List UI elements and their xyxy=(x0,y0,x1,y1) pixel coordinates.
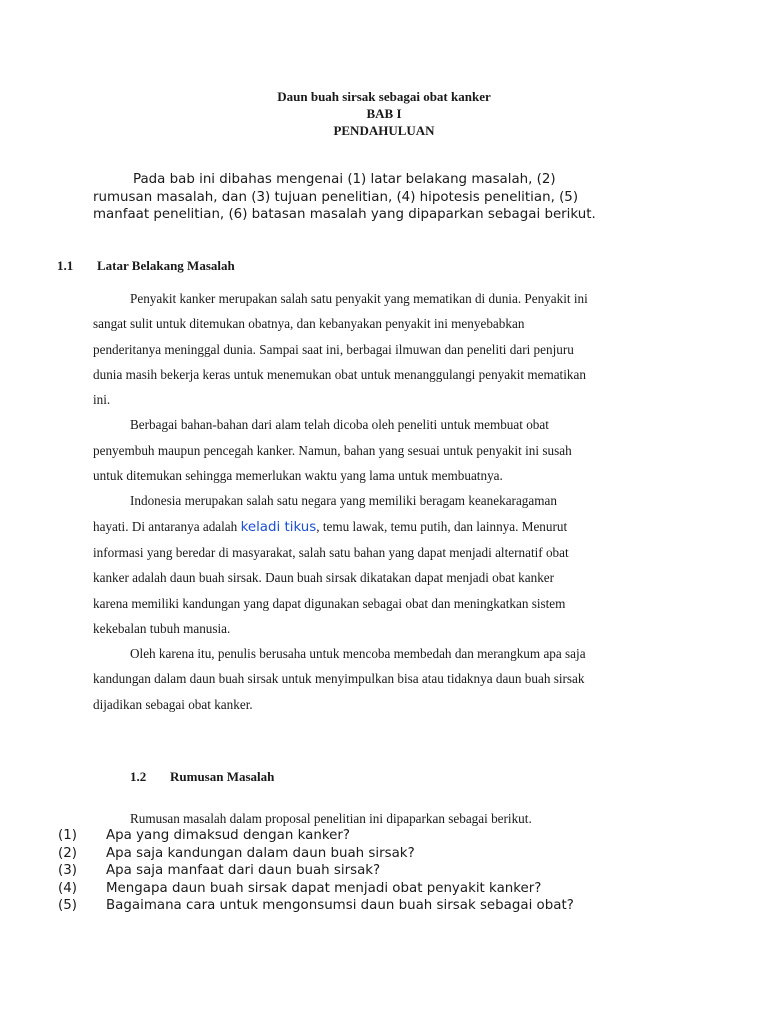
text-line: ini. xyxy=(93,392,111,408)
chapter-label: BAB I xyxy=(366,106,402,121)
body-paragraph-1 xyxy=(93,286,683,717)
text-line: penderitanya meninggal dunia. Sampai saat ini, berbagai ilmuwan dan peneliti dari penjuru xyxy=(93,341,574,357)
list-number: (1) xyxy=(58,828,77,843)
list-text: Apa saja kandungan dalam daun buah sirsak? xyxy=(106,845,415,861)
list-text: Apa saja manfaat dari daun buah sirsak? xyxy=(106,863,381,878)
text-line: dunia masih bekerja keras untuk menemukan obat untuk menanggulangi penyakit mematikan xyxy=(93,366,586,382)
text-line: sangat sulit untuk ditemukan obatnya, dan kebanyakan penyakit ini menyebabkan xyxy=(93,316,525,332)
intro-line: manfaat penelitian, (6) batasan masalah yang dipaparkan sebagai berikut. xyxy=(93,207,596,222)
list-text: Apa yang dimaksud dengan kanker? xyxy=(106,828,350,843)
text-line: kandungan dalam daun buah sirsak untuk menyimpulkan bisa atau tidaknya daun buah sirsak xyxy=(93,671,585,687)
section-number: 1.1 xyxy=(57,258,74,273)
text-line xyxy=(93,514,683,540)
intro-line: rumusan masalah, dan (3) tujuan penelitian, (4) hipotesis penelitian, (5) xyxy=(93,189,579,205)
text-line: informasi yang beredar di masyarakat, salah satu bahan yang dapat menjadi alternatif obat xyxy=(93,544,569,560)
text-line: kekebalan tubuh manusia. xyxy=(93,620,231,636)
section-number: 1.2 xyxy=(130,769,147,784)
keladi-tikus-link[interactable]: keladi tikus xyxy=(240,519,317,535)
list-number: (5) xyxy=(58,898,77,913)
text-line: Penyakit kanker merupakan salah satu penyakit yang mematikan di dunia. Penyakit ini xyxy=(130,291,588,306)
intro-line: Pada bab ini dibahas mengenai (1) latar belakang masalah, (2) xyxy=(133,172,556,187)
chapter-title: PENDAHULUAN xyxy=(333,123,435,138)
list-number: (2) xyxy=(58,845,77,861)
list-number: (3) xyxy=(58,863,77,878)
intro-paragraph xyxy=(93,171,693,224)
text-fragment: hayati. Di antaranya adalah xyxy=(93,518,241,534)
text-line: penyembuh maupun pencegah kanker. Namun, bahan yang sesuai untuk penyakit ini susah xyxy=(93,442,572,458)
text-line: karena memiliki kandungan yang dapat digunakan sebagai obat dan meningkatkan sistem xyxy=(93,595,566,611)
section-heading: Rumusan Masalah xyxy=(170,769,275,784)
text-line: Berbagai bahan-bahan dari alam telah dicoba oleh peneliti untuk membuat obat xyxy=(130,417,549,433)
section-heading: Latar Belakang Masalah xyxy=(97,258,235,273)
document-title: Daun buah sirsak sebagai obat kanker xyxy=(277,89,491,104)
text-line: Indonesia merupakan salah satu negara yang memiliki beragam keanekaragaman xyxy=(130,493,557,509)
text-fragment: , temu lawak, temu putih, dan lainnya. Menurut xyxy=(316,518,568,534)
list-text: Bagaimana cara untuk mengonsumsi daun buah sirsak sebagai obat? xyxy=(106,898,574,913)
text-line: Oleh karena itu, penulis berusaha untuk mencoba membedah dan merangkum apa saja xyxy=(130,646,586,662)
text-line: untuk ditemukan sehingga memerlukan waktu yang lama untuk membuatnya. xyxy=(93,468,503,484)
list-text: Mengapa daun buah sirsak dapat menjadi obat penyakit kanker? xyxy=(106,880,542,896)
rumusan-intro: Rumusan masalah dalam proposal penelitian ini dipaparkan sebagai berikut. xyxy=(130,811,532,826)
text-line: kanker adalah daun buah sirsak. Daun buah sirsak dikatakan dapat menjadi obat kanker xyxy=(93,570,555,586)
list-number: (4) xyxy=(58,880,77,896)
text-line: dijadikan sebagai obat kanker. xyxy=(93,696,253,712)
